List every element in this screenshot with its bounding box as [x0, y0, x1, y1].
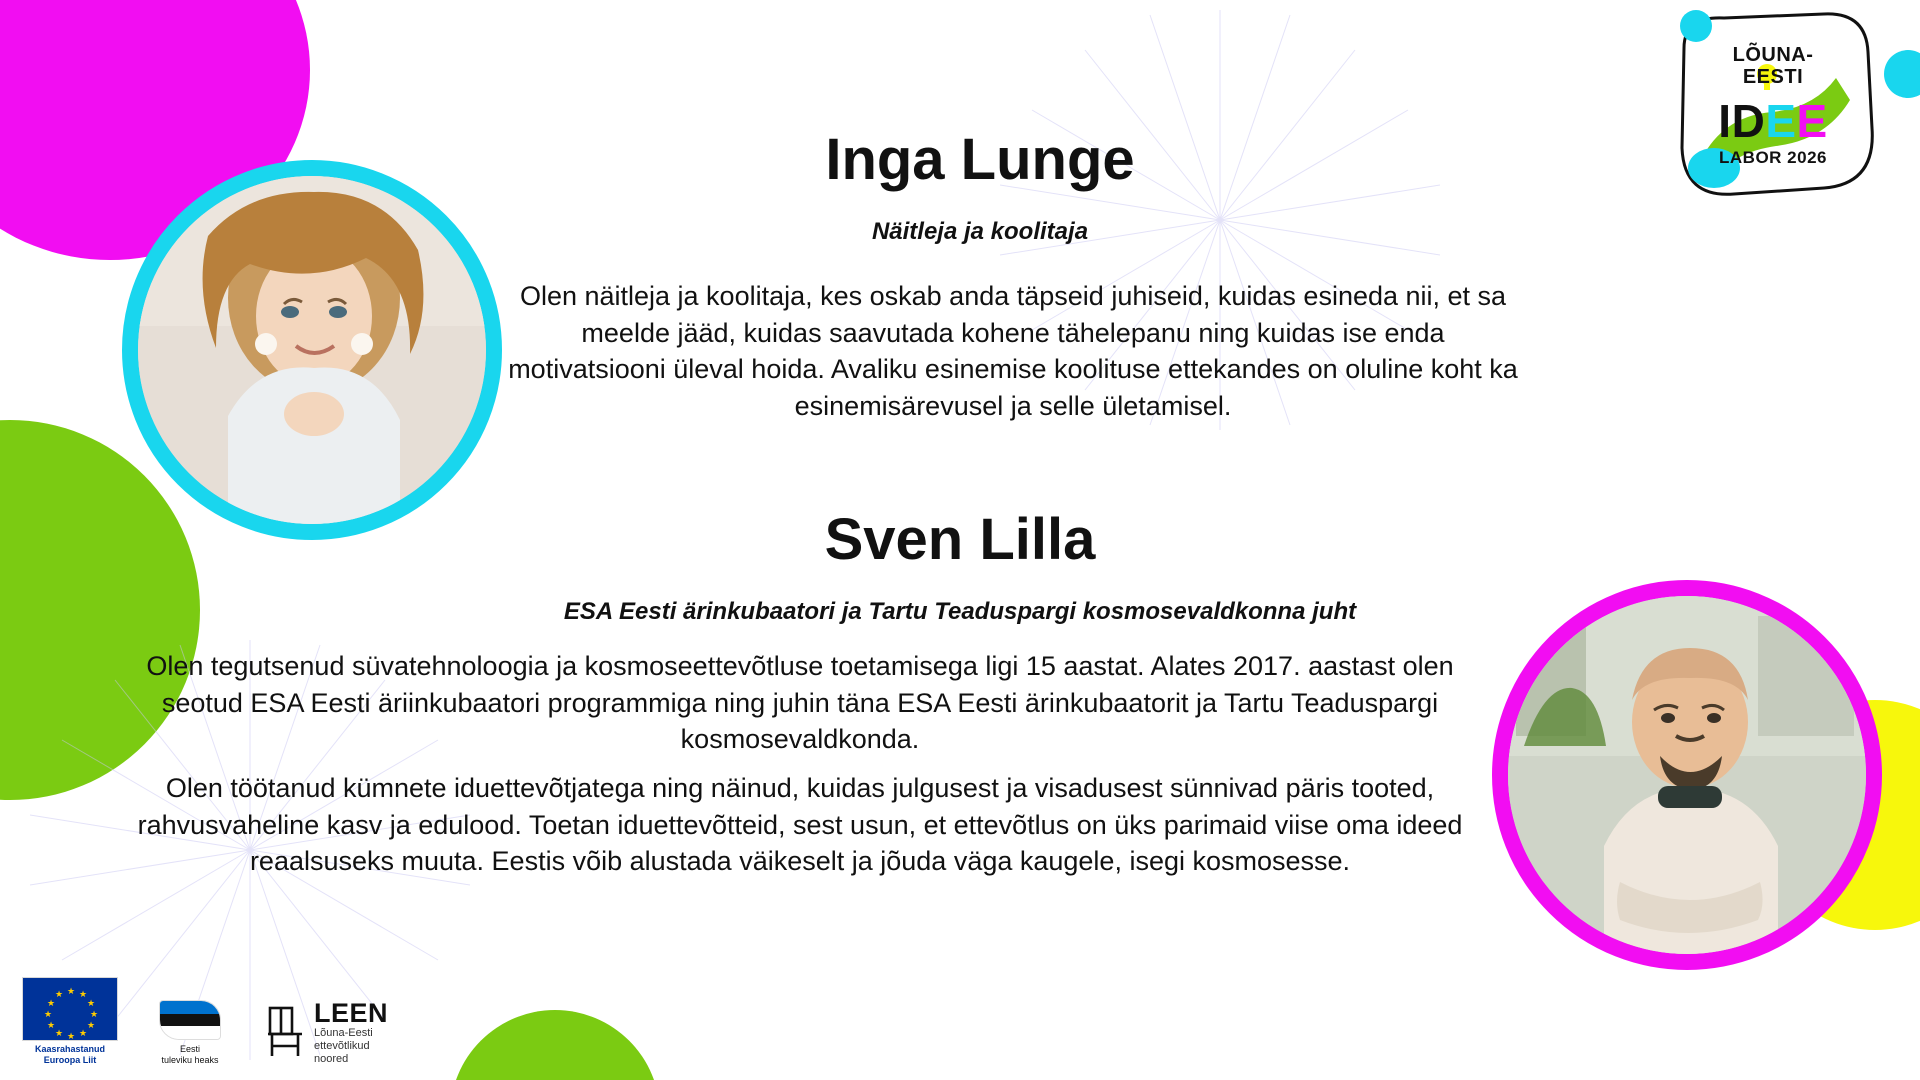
footer-logo-row	[22, 977, 388, 1066]
speaker-1-bio: Olen näitleja ja koolitaja, kes oskab anda täpseid juhiseid, kuidas esineda nii, et sa meelde jääd, kuidas saavutada kohene tähelepanu ning kuidas ise enda motivatsiooni üleval hoida. Avaliku esinemise koolituse ettekandes on oluline koht ka esinemisärevusel ja selle ületamisel.	[508, 281, 1518, 422]
speaker-2-role: ESA Eesti ärinkubaatori ja Tartu Teaduspargi kosmosevaldkonna juht	[563, 598, 1357, 625]
speaker-2-photo	[1508, 596, 1866, 954]
decor-blob-green-bottom	[450, 1010, 660, 1080]
logo-line-1: LÕUNA-	[1732, 44, 1814, 66]
leen-sub-line-1: Lõuna-Eesti	[314, 1027, 373, 1039]
speaker-2-bio-paragraph-1: Olen tegutsenud süvatehnoloogia ja kosmoseettevõtluse toetamisega ligi 15 aastat. Alates 2017. aastast olen seotud ESA Eesti äriinkubaatori programmiga ning juhin täna ESA Eesti ärinkubaatorit ja Tartu Teaduspargi kosmosevaldkonda.	[146, 651, 1454, 755]
estonia-logo	[144, 1000, 236, 1066]
leen-chair-icon	[262, 1004, 308, 1060]
eu-caption-line-1: Kaasrahastanud	[34, 1044, 106, 1054]
leen-logo	[262, 999, 388, 1066]
logo-wordmark: IDEE	[1718, 95, 1828, 147]
speaker-1-photo	[138, 176, 486, 524]
logo-line-2: EESTI	[1742, 66, 1804, 88]
brand-logo	[1654, 8, 1892, 218]
leen-sub-line-3: noored	[314, 1053, 349, 1065]
speaker-1-name: Inga Lunge	[825, 127, 1135, 192]
leen-title: LEEN	[314, 997, 389, 1028]
logo-line-3: LABOR 2026	[1719, 148, 1827, 167]
eu-funding-logo	[22, 977, 118, 1066]
speaker-1-role: Näitleja ja koolitaja	[871, 218, 1089, 245]
speaker-2-bio-paragraph-2: Olen töötanud kümnete iduettevõtjatega ning näinud, kuidas julgusest ja visadusest sünnivad päris tooted, rahvusvaheline kasv ja edulood. Toetan iduettevõtteid, sest usun, et ettevõtlus on üks parimaid viise oma ideed reaalsuseks muuta. Eestis võib alustada väikeselt ja jõuda väga kaugele, isegi kosmosesse.	[137, 773, 1463, 877]
eu-flag-icon: ★ ★ ★ ★ ★ ★ ★ ★ ★ ★ ★ ★	[22, 977, 118, 1041]
speaker-1-portrait	[122, 160, 502, 540]
estonia-caption-line-1: Eesti	[179, 1044, 200, 1054]
speaker-2-name: Sven Lilla	[824, 507, 1096, 572]
speaker-2-portrait	[1492, 580, 1882, 970]
leen-sub-line-2: ettevõtlikud	[314, 1040, 370, 1052]
estonian-flag-icon	[159, 1000, 221, 1040]
eu-caption-line-2: Euroopa Liit	[43, 1055, 97, 1065]
estonia-caption-line-2: tuleviku heaks	[161, 1055, 219, 1065]
